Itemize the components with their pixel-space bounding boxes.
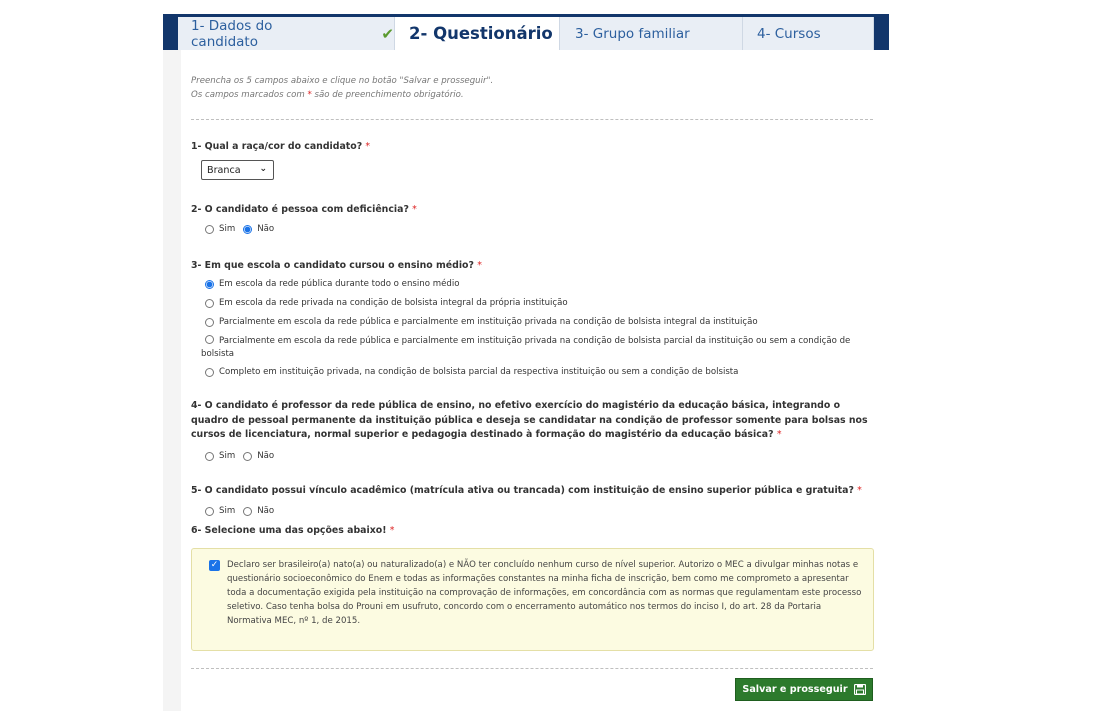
radio-sim[interactable] (205, 225, 214, 234)
radio-label: Parcialmente em escola da rede pública e parcialmente em instituição privada na condição de bolsista parcial da instituição ou sem a condição de bolsista (201, 336, 851, 359)
radio-sim[interactable] (205, 452, 214, 461)
tab-questionario[interactable] (395, 17, 560, 50)
form-instructions (191, 74, 493, 102)
school-option (205, 367, 738, 377)
question-3-label: 3- Em que escola o candidato cursou o ensino médio? * (191, 260, 482, 271)
radio-nao[interactable] (243, 507, 252, 516)
race-select-value: Branca (207, 164, 241, 176)
radio-button[interactable] (205, 368, 214, 377)
question-4-options (205, 451, 274, 461)
tab-dados-do-candidato[interactable] (178, 17, 395, 50)
tab-grupo-familiar[interactable] (560, 17, 743, 50)
tab-label: 1- Dados do candidato (191, 17, 273, 50)
school-option (201, 335, 863, 361)
radio-button[interactable] (205, 318, 214, 327)
radio-nao[interactable] (243, 225, 252, 234)
radio-label: Sim (219, 224, 236, 234)
instructions-line (191, 88, 493, 102)
divider (191, 668, 873, 669)
radio-label: Não (257, 451, 275, 461)
radio-label: Em escola da rede privada na condição de bolsista integral da própria instituição (219, 298, 568, 308)
radio-label: Completo em instituição privada, na condição de bolsista parcial da respectiva instituição ou sem a condição de bolsista (219, 367, 739, 377)
radio-button[interactable] (205, 299, 214, 308)
chevron-down-icon: ⌄ (259, 164, 267, 174)
radio-sim[interactable] (205, 507, 214, 516)
save-disk-icon (854, 684, 866, 695)
instructions-text: são de preenchimento obrigatório. (311, 90, 464, 100)
checkmark-icon: ✔ (381, 24, 394, 43)
instructions-text: Os campos marcados com (191, 90, 308, 100)
required-mark: * (307, 90, 312, 100)
tab-label: 2- Questionário (409, 24, 553, 43)
school-option (205, 298, 568, 308)
panel-left-border (163, 50, 181, 711)
tab-label: 4- Cursos (757, 25, 821, 42)
save-and-continue-button[interactable] (735, 678, 873, 701)
question-5-label: 5- O candidato possui vínculo acadêmico (matrícula ativa ou trancada) com instituição de ensino superior pública e gratuita? * (191, 485, 862, 496)
question-1-label: 1- Qual a raça/cor do candidato? * (191, 141, 371, 152)
radio-button[interactable] (205, 280, 214, 289)
tab-cursos[interactable] (743, 17, 874, 50)
question-6-label: 6- Selecione uma das opções abaixo! * (191, 525, 395, 536)
tab-label: 3- Grupo familiar (575, 25, 690, 42)
save-button-label: Salvar e prosseguir (742, 684, 848, 695)
race-select[interactable] (201, 160, 274, 180)
declaration-checkbox[interactable]: ✓ (210, 560, 219, 570)
radio-label: Em escola da rede pública durante todo o ensino médio (219, 279, 460, 289)
radio-label: Parcialmente em escola da rede pública e parcialmente em instituição privada na condição de bolsista integral da instituição (219, 317, 758, 327)
radio-nao[interactable] (243, 452, 252, 461)
question-2-label: 2- O candidato é pessoa com deficiência? * (191, 204, 417, 215)
divider (191, 119, 873, 120)
question-5-options (205, 506, 274, 516)
question-2-options (205, 224, 274, 234)
question-4-label: 4- O candidato é professor da rede pública de ensino, no efetivo exercício do magistério da educação básica, integrando o quadro de pessoal permanente da instituição pública e deseja se candidatar na condição de professor somente para bolsas nos cursos de licenciatura, normal superior e pedagogia destinado à formação do magistério da educação básica? * (191, 400, 868, 440)
radio-label: Sim (219, 506, 236, 516)
school-option (205, 279, 459, 289)
school-option (205, 317, 758, 327)
radio-label: Não (257, 224, 275, 234)
instructions-line: Preencha os 5 campos abaixo e clique no botão "Salvar e prosseguir". (191, 76, 494, 86)
radio-label: Não (257, 506, 275, 516)
radio-label: Sim (219, 451, 236, 461)
declaration-text: Declaro ser brasileiro(a) nato(a) ou naturalizado(a) e NÃO ter concluído nenhum curso de nível superior. Autorizo o MEC a divulgar minhas notas e questionário socioeconômico do Enem e todas as informações constantes na minha ficha de inscrição, bem como me comprometo a apresentar toda a documentação exigida pela instituição na comprovação de informações, em concordância com as normas que regulamentam este processo seletivo. Caso tenha bolsa do Prouni em usufruto, concordo com o encerramento automático nos termos do inciso I, do art. 28 da Portaria Normativa MEC, nº 1, de 2015. (227, 560, 862, 626)
declaration-box (191, 548, 874, 651)
step-tabs (178, 17, 874, 50)
radio-button[interactable] (205, 335, 214, 344)
